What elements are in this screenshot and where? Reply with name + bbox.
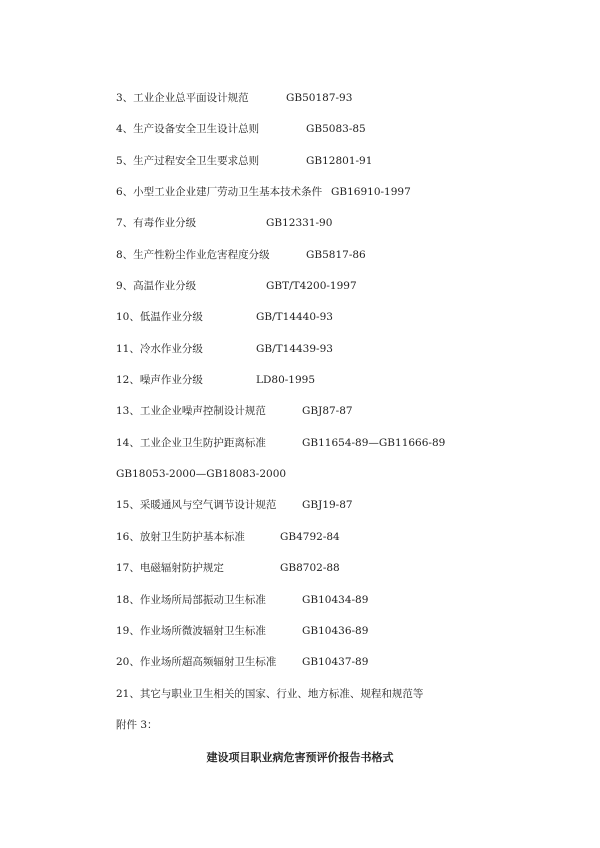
standard-code: GB/T14439-93 bbox=[256, 343, 333, 355]
standard-label: 18、作业场所局部振动卫生标准 bbox=[116, 594, 266, 606]
standard-code: GB11654-89—GB11666-89 bbox=[302, 437, 446, 449]
standard-label: 8、生产性粉尘作业危害程度分级 bbox=[116, 249, 270, 261]
standard-code: GB8702-88 bbox=[280, 562, 340, 574]
standard-code: GBT/T4200-1997 bbox=[266, 280, 357, 292]
standard-label: 7、有毒作业分级 bbox=[116, 217, 197, 229]
appendix-label: 附件 3： bbox=[116, 719, 158, 731]
standard-code: GB16910-1997 bbox=[331, 186, 411, 198]
standard-code-continuation: GB18053-2000—GB18083-2000 bbox=[116, 468, 287, 480]
standard-code: GB/T14440-93 bbox=[256, 311, 333, 323]
standard-label: 14、工业企业卫生防护距离标准 bbox=[116, 437, 266, 449]
standard-code: GB5817-86 bbox=[306, 249, 366, 261]
section-title: 建设项目职业病危害预评价报告书格式 bbox=[206, 751, 394, 764]
standard-code: GBJ87-87 bbox=[302, 405, 353, 417]
standard-label: 5、生产过程安全卫生要求总则 bbox=[116, 155, 260, 167]
standard-label: 9、高温作业分级 bbox=[116, 280, 197, 292]
standard-code: GB10437-89 bbox=[302, 656, 369, 668]
standard-code: GB50187-93 bbox=[286, 92, 353, 104]
standard-code: GB10434-89 bbox=[302, 594, 369, 606]
standard-label: 3、工业企业总平面设计规范 bbox=[116, 92, 249, 104]
standard-code: GB12331-90 bbox=[266, 217, 333, 229]
standard-label: 11、冷水作业分级 bbox=[116, 343, 203, 355]
standard-label: 13、工业企业噪声控制设计规范 bbox=[116, 405, 266, 417]
standard-label: 16、放射卫生防护基本标准 bbox=[116, 531, 245, 543]
standard-code: LD80-1995 bbox=[256, 374, 316, 386]
standard-label: 17、电磁辐射防护规定 bbox=[116, 562, 224, 574]
standard-code: GB5083-85 bbox=[306, 123, 366, 135]
standard-label: 6、小型工业企业建厂劳动卫生基本技术条件 bbox=[116, 186, 323, 198]
standard-label: 19、作业场所微波辐射卫生标准 bbox=[116, 625, 266, 637]
standard-label: 20、作业场所超高频辐射卫生标准 bbox=[116, 656, 277, 668]
standard-label: 15、采暖通风与空气调节设计规范 bbox=[116, 499, 277, 511]
standard-code: GB4792-84 bbox=[280, 531, 340, 543]
standard-code: GB12801-91 bbox=[306, 155, 373, 167]
standard-label: 4、生产设备安全卫生设计总则 bbox=[116, 123, 260, 135]
standard-label: 12、噪声作业分级 bbox=[116, 374, 203, 386]
standard-label: 10、低温作业分级 bbox=[116, 311, 203, 323]
standard-code: GB10436-89 bbox=[302, 625, 369, 637]
standard-code: GBJ19-87 bbox=[302, 499, 353, 511]
standard-label: 21、其它与职业卫生相关的国家、行业、地方标准、规程和规范等 bbox=[116, 688, 424, 700]
